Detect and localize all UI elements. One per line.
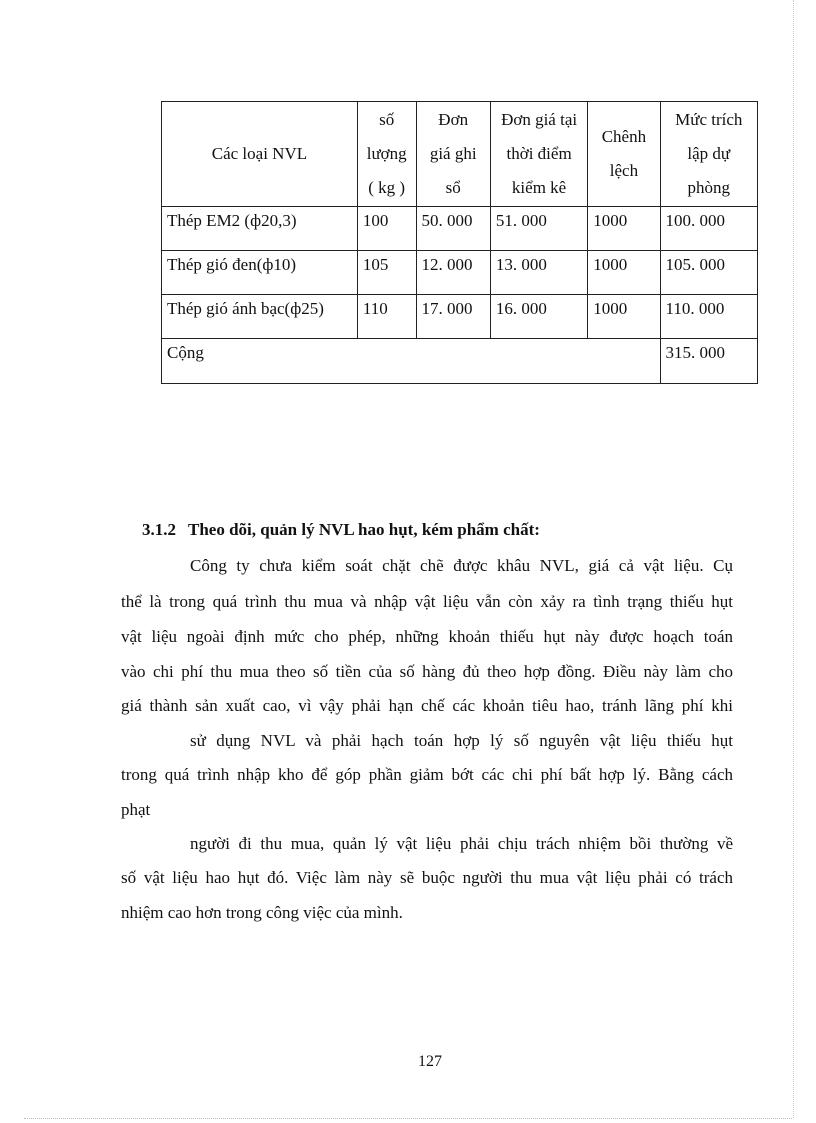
header-difference-line: Chênh	[601, 127, 647, 146]
paragraph-line: nhiệm cao hơn trong công việc của mình.	[121, 903, 403, 922]
cell-difference: 1000	[588, 207, 660, 251]
header-count-price-line: thời điểm	[506, 144, 572, 163]
header-provision-line: Mức trích	[675, 110, 743, 129]
paragraph-line: người đi thu mua, quản lý vật liệu phải chịu trách nhiệm bồi thường về	[190, 834, 733, 853]
page-bottom-rule	[24, 1118, 792, 1119]
cell-provision: 100. 000	[660, 207, 757, 251]
table-total-row	[162, 339, 758, 384]
cell-quantity: 105	[357, 251, 416, 295]
header-provision-line: phòng	[687, 178, 731, 197]
cell-book-price: 17. 000	[416, 295, 490, 339]
cell-material-name: Thép gió ánh bạc(ф25)	[162, 295, 358, 339]
cell-book-price: 12. 000	[416, 251, 490, 295]
header-quantity	[357, 102, 416, 207]
section-title: Theo dõi, quản lý NVL hao hụt, kém phẩm chất:	[188, 520, 540, 539]
header-quantity-line: ( kg )	[368, 178, 406, 197]
header-quantity-line: số	[379, 110, 395, 129]
paragraph-line: thể là trong quá trình thu mua và nhập vật liệu vẫn còn xảy ra tình trạng thiếu hụt	[121, 592, 733, 611]
header-difference-line: lệch	[609, 161, 639, 180]
cell-total-value: 315. 000	[660, 339, 757, 384]
cell-book-price: 50. 000	[416, 207, 490, 251]
header-difference	[588, 102, 660, 207]
section-heading	[142, 520, 540, 540]
paragraph-line: Công ty chưa kiểm soát chặt chẽ được khâu NVL, giá cả vật liệu. Cụ	[190, 556, 733, 575]
cell-difference: 1000	[588, 295, 660, 339]
page-margin-rule	[793, 0, 794, 1118]
header-book-price	[416, 102, 490, 207]
paragraph-line: phạt	[121, 800, 151, 819]
paragraph-line: vật liệu ngoài định mức cho phép, những khoản thiếu hụt này được hoạch toán	[121, 627, 733, 646]
paragraph-line: vào chi phí thu mua theo số tiền của số hàng đủ theo hợp đồng. Điều này làm cho	[121, 662, 733, 681]
header-book-price-line: Đơn	[438, 110, 469, 129]
cell-material-name: Thép gió đen(ф10)	[162, 251, 358, 295]
cell-count-price: 16. 000	[490, 295, 587, 339]
header-book-price-line: giá ghi	[429, 144, 477, 163]
cell-quantity: 100	[357, 207, 416, 251]
table-row	[162, 207, 758, 251]
header-book-price-line: sổ	[445, 178, 461, 197]
header-quantity-line: lượng	[366, 144, 407, 163]
cell-difference: 1000	[588, 251, 660, 295]
cell-total-label: Cộng	[162, 339, 661, 384]
paragraph-line: giá thành sản xuất cao, vì vậy phải hạn chế các khoản tiêu hao, tránh lãng phí khi	[121, 696, 733, 715]
paragraph-line: trong quá trình nhập kho để góp phần giảm bớt các chi phí bất hợp lý. Bằng cách	[121, 765, 733, 784]
cell-material-name: Thép EM2 (ф20,3)	[162, 207, 358, 251]
header-provision-line: lập dự	[687, 144, 731, 163]
table-row	[162, 251, 758, 295]
cell-count-price: 51. 000	[490, 207, 587, 251]
paragraph-line: số vật liệu hao hụt đó. Việc làm này sẽ buộc người thu mua vật liệu phải có trách	[121, 868, 733, 887]
paragraph-line: sử dụng NVL và phải hạch toán hợp lý số nguyên vật liệu thiếu hụt	[190, 731, 733, 750]
header-count-price-line: kiểm kê	[511, 178, 567, 197]
cell-quantity: 110	[357, 295, 416, 339]
table-row	[162, 295, 758, 339]
header-count-price-line: Đơn giá tại	[501, 110, 578, 129]
header-provision	[660, 102, 757, 207]
page-number: 127	[418, 1053, 442, 1070]
provision-table	[161, 101, 758, 384]
header-count-price	[490, 102, 587, 207]
cell-provision: 110. 000	[660, 295, 757, 339]
cell-count-price: 13. 000	[490, 251, 587, 295]
section-number: 3.1.2	[142, 520, 176, 539]
cell-provision: 105. 000	[660, 251, 757, 295]
header-material-type: Các loại NVL	[162, 102, 358, 207]
table-header-row	[162, 102, 758, 207]
